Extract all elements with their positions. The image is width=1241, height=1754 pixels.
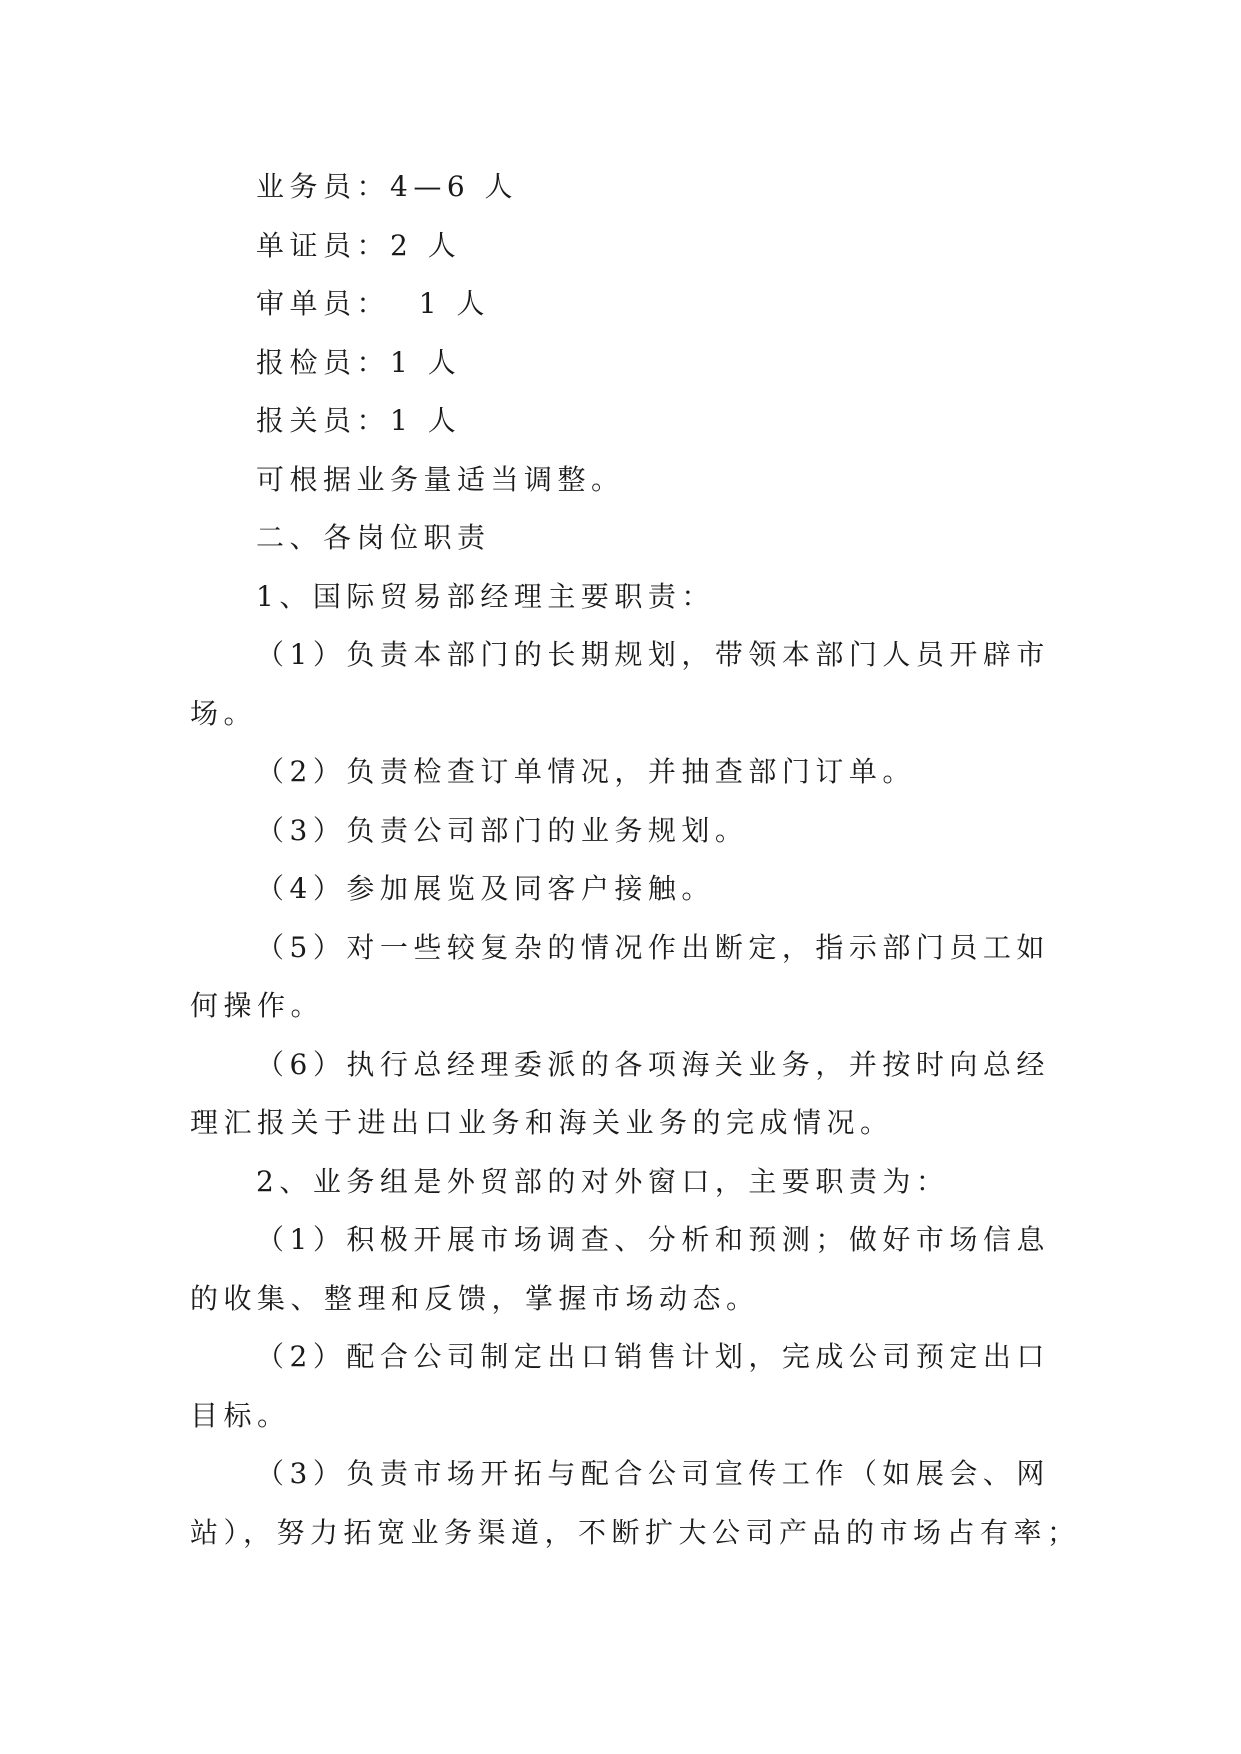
text-line: 单证员：2 人: [256, 228, 462, 262]
subsection-heading: 2、业务组是外贸部的对外窗口，主要职责为：: [256, 1164, 950, 1198]
text-line: 目标。: [190, 1398, 291, 1432]
text-line: （1）积极开展市场调查、分析和预测；做好市场信息: [256, 1223, 1050, 1256]
text-line: （5）对一些较复杂的情况作出断定，指示部门员工如: [256, 930, 1050, 964]
text-line: （1）负责本部门的长期规划，带领本部门人员开辟市: [256, 638, 1050, 671]
subsection-heading: 1、国际贸易部经理主要职责：: [256, 579, 715, 613]
text-line: （6）执行总经理委派的各项海关业务，并按时向总经: [256, 1047, 1050, 1081]
text-line: （3）负责公司部门的业务规划。: [256, 813, 749, 847]
text-line: 站），努力拓宽业务渠道，不断扩大公司产品的市场占有率；: [190, 1515, 1081, 1549]
text-line: （2）负责检查订单情况，并抽查部门订单。: [256, 755, 916, 788]
text-line: 报检员：1 人: [256, 345, 462, 379]
text-line: 审单员： 1 人: [256, 287, 491, 320]
text-line: 的收集、整理和反馈，掌握市场动态。: [190, 1281, 760, 1315]
text-line: 报关员：1 人: [256, 404, 462, 437]
text-line: 何操作。: [190, 989, 325, 1022]
text-line: 可根据业务量适当调整。: [256, 462, 625, 496]
text-line: （3）负责市场开拓与配合公司宣传工作（如展会、网: [256, 1457, 1050, 1490]
text-line: （2）配合公司制定出口销售计划，完成公司预定出口: [256, 1340, 1050, 1373]
section-heading: 二、各岗位职责: [256, 521, 491, 554]
text-line: 业务员：4—6 人: [256, 170, 519, 203]
document-body: [190, 158, 1081, 1562]
text-line: （4）参加展览及同客户接触。: [256, 872, 715, 905]
text-line: 场。: [190, 696, 258, 730]
text-line: 理汇报关于进出口业务和海关业务的完成情况。: [190, 1106, 894, 1139]
